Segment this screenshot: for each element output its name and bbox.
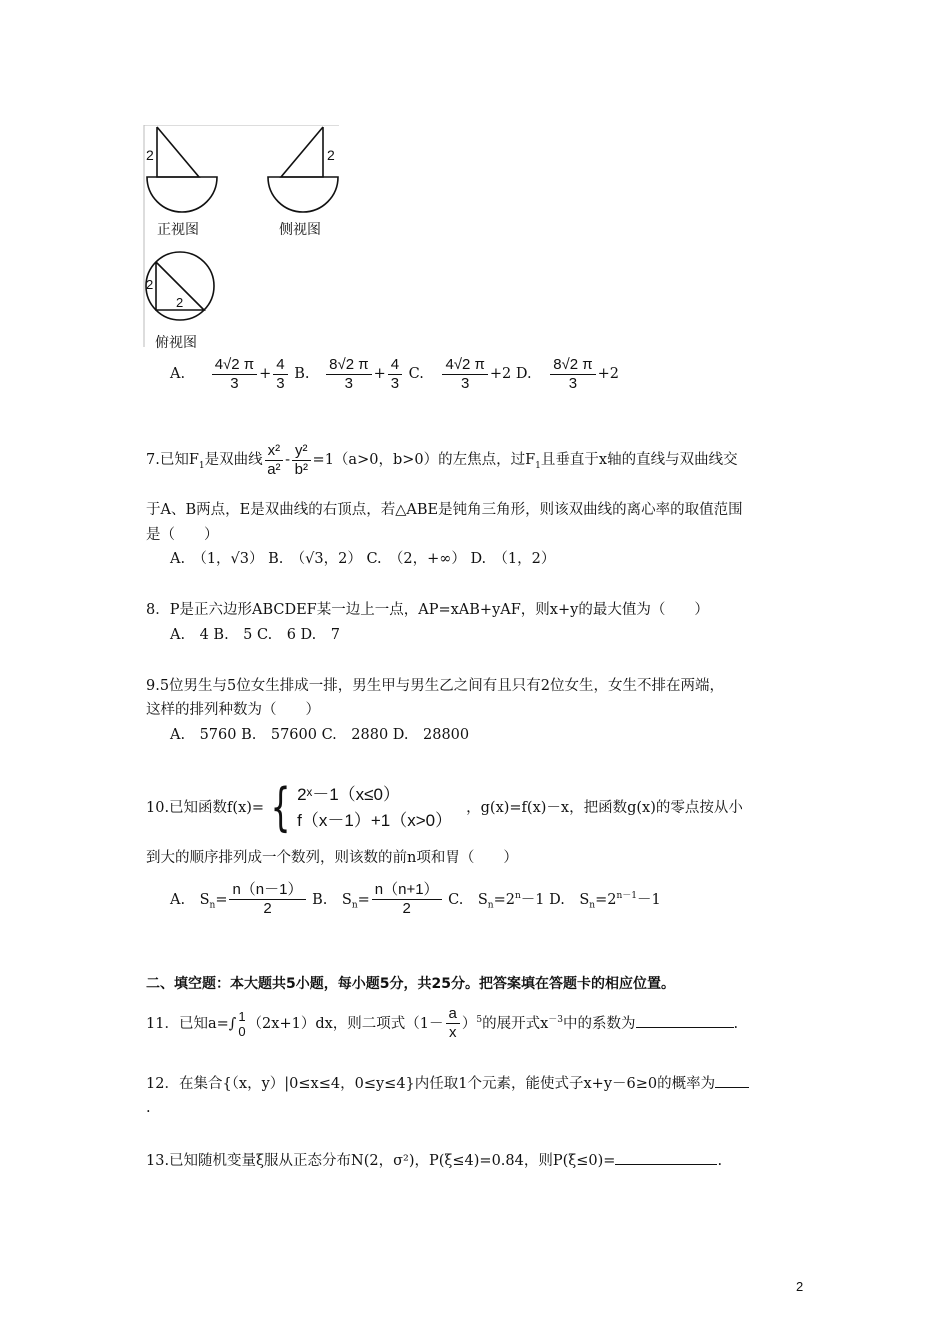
option-b-numerator-2: 4 [388,356,402,375]
q13-answer-blank[interactable] [615,1150,717,1165]
q7-fraction-y-numerator: y² [292,442,311,461]
q11-integral-bounds [238,1009,245,1039]
q7-fraction-y [292,442,311,479]
q10-brace: { [270,778,291,838]
option-b-numerator: 8√2 π [326,356,371,375]
option-c-numerator: 4√2 π [442,356,487,375]
q7-text-post: =1（a>0，b>0）的左焦点，过F [312,452,536,468]
option-b-plus: + [373,366,386,382]
option-a-label: A. [170,366,186,382]
q10-option-d-sup: n－1 [616,891,637,901]
option-d-numerator: 8√2 π [550,356,595,375]
page-number: 2 [796,1279,804,1294]
q10-option-b-numerator: n（n+1） [372,881,442,900]
top-view-dimension-horizontal: 2 [176,295,184,310]
q12-text: 12．在集合{（x，y）|0≤x≤4，0≤y≤4}内任取1个元素，能使式子x+y－6≥0的概率为 [146,1076,716,1092]
option-a-plus: + [259,366,272,382]
q11-exponent-2: －3 [548,1015,564,1025]
option-d-tail: +2 [597,366,620,382]
q12-line-1 [146,1073,749,1094]
q7-text-post-2: 且垂直于x轴的直线与双曲线交 [540,452,738,468]
q10-text-post: ，g(x)=f(x)－x，把函数g(x)的零点按从小 [466,800,743,816]
top-view-dimension-vertical: 2 [146,277,154,292]
q10-option-a-numerator: n（n－1） [229,881,305,900]
option-a-fraction-2 [273,356,287,393]
q10-text-pre: 10.已知函数f(x)= [146,800,265,816]
q13-line [146,1150,722,1171]
q10-option-d-tail: －1 [636,891,661,908]
side-view-dimension: 2 [327,147,335,163]
q7-options: A. （1，√3） B. （√3，2） C. （2，+∞） D. （1，2） [170,551,556,567]
q10-option-a-label: A. S [170,891,210,908]
q11-upper-bound: 1 [238,1008,246,1024]
q13-text: 13.已知随机变量ξ服从正态分布N(2，σ²)，P(ξ≤4)=0.84，则P(ξ≤0)= [146,1153,616,1169]
q10-case-2: f（x－1）+1（x>0） [297,811,453,830]
option-b-label: B. [294,366,310,382]
q11-fraction [446,1005,460,1042]
front-view-dimension: 2 [146,147,154,163]
q12-answer-blank[interactable] [715,1073,749,1088]
q11-lower-bound: 0 [238,1023,246,1039]
q7-minus: - [285,452,291,468]
q8-options: A. 4 B. 5 C. 6 D. 7 [170,627,340,643]
q10-option-c-tail: －1 D. S [520,891,590,908]
option-b-fraction [326,356,371,393]
q11-exponent: 5 [476,1015,483,1025]
q11-text-post-3: 中的系数为 [563,1015,636,1032]
side-view-label: 侧视图 [279,222,321,238]
q10-option-a-denominator: 2 [263,900,272,918]
option-c-fraction [442,356,487,393]
q10-line-1 [146,780,743,836]
q10-option-a-fraction [229,881,305,918]
q11-text-post-2: 的展开式x [482,1015,549,1032]
option-d-denominator: 3 [568,374,578,392]
q10-option-a-eq: = [215,891,228,908]
q11-line [146,998,738,1046]
q7-fraction-x [265,442,284,479]
q10-option-c-rest: =2 [493,891,515,908]
q8-stem: 8．P是正六边形ABCDEF某一边上一点，AP=xAB+yAF，则x+y的最大值为（ ） [146,602,709,618]
q7-line-3: 是（ ） [146,527,219,543]
front-view-label: 正视图 [157,222,199,238]
q9-options: A. 5760 B. 57600 C. 2880 D. 28800 [170,727,470,743]
q10-cases [297,782,452,834]
option-c-label: C. [408,366,424,382]
q11-fraction-numerator: a [446,1005,460,1024]
q10-option-d-sub: n [589,900,596,911]
option-b-denominator: 3 [344,374,354,392]
q10-options [170,874,661,928]
option-a-fraction [212,356,257,393]
top-view-label: 俯视图 [155,335,197,351]
q7-subscript-1: 1 [198,460,205,471]
option-b-fraction-2 [388,356,402,393]
q10-option-c-sub: n [487,900,494,911]
option-c-tail: +2 [489,366,512,382]
q7-text-pre: 7.已知F [146,452,199,468]
q7-text-mid: 是双曲线 [204,452,263,468]
q7-line-2: 于A、B两点，E是双曲线的右顶点，若△ABE是钝角三角形，则该双曲线的离心率的取值范围 [146,502,743,518]
q10-option-b-label: B. S [312,891,352,908]
q9-line-1: 9.5位男生与5位女生排成一排，男生甲与男生乙之间有且只有2位女生，女生不排在两端， [146,678,725,694]
q10-option-c-sup: n [514,891,521,901]
three-view-figure [143,125,343,350]
option-a-numerator: 4√2 π [212,356,257,375]
option-d-fraction [550,356,595,393]
q10-option-a-sub: n [209,900,216,911]
q6-options [170,352,619,396]
q11-fraction-denominator: x [448,1024,457,1042]
q10-option-b-denominator: 2 [402,900,411,918]
q10-option-b-eq: = [357,891,370,908]
q10-line-2: 到大的顺序排列成一个数列，则该数的前n项和胃（ ） [146,850,518,866]
option-a-denominator: 3 [230,374,239,392]
q10-case-1: 2ˣ－1（x≤0） [297,785,400,804]
q11-text-mid: （2x+1）dx，则二项式（1－ [247,1015,444,1032]
option-a-denominator-2: 3 [276,374,285,392]
section-2-heading: 二、填空题：本大题共5小题，每小题5分，共25分。把答案填在答题卡的相应位置。 [146,976,675,992]
q9-line-2: 这样的排列种数为（ ） [146,702,320,718]
q11-answer-blank[interactable] [636,1013,734,1028]
q11-end: . [733,1015,739,1032]
option-a-numerator-2: 4 [273,356,287,375]
q7-fraction-x-denominator: a² [267,460,281,478]
q11-text-pre: 11．已知a=∫ [146,1015,237,1032]
q11-text-post: ） [461,1015,477,1032]
q7-subscript-2: 1 [535,460,541,471]
q7-fraction-y-denominator: b² [294,460,308,478]
option-b-denominator-2: 3 [390,374,400,392]
q10-option-d-rest: =2 [595,891,617,908]
q10-option-c-label: C. S [448,891,488,908]
q13-end: . [717,1153,723,1169]
q7-line-1 [146,438,738,488]
q10-option-b-sub: n [351,900,358,911]
option-d-label: D. [515,366,532,382]
q12-line-2: . [146,1100,151,1116]
q7-fraction-x-numerator: x² [265,442,284,461]
option-c-denominator: 3 [461,374,470,392]
q10-option-b-fraction [372,881,442,918]
